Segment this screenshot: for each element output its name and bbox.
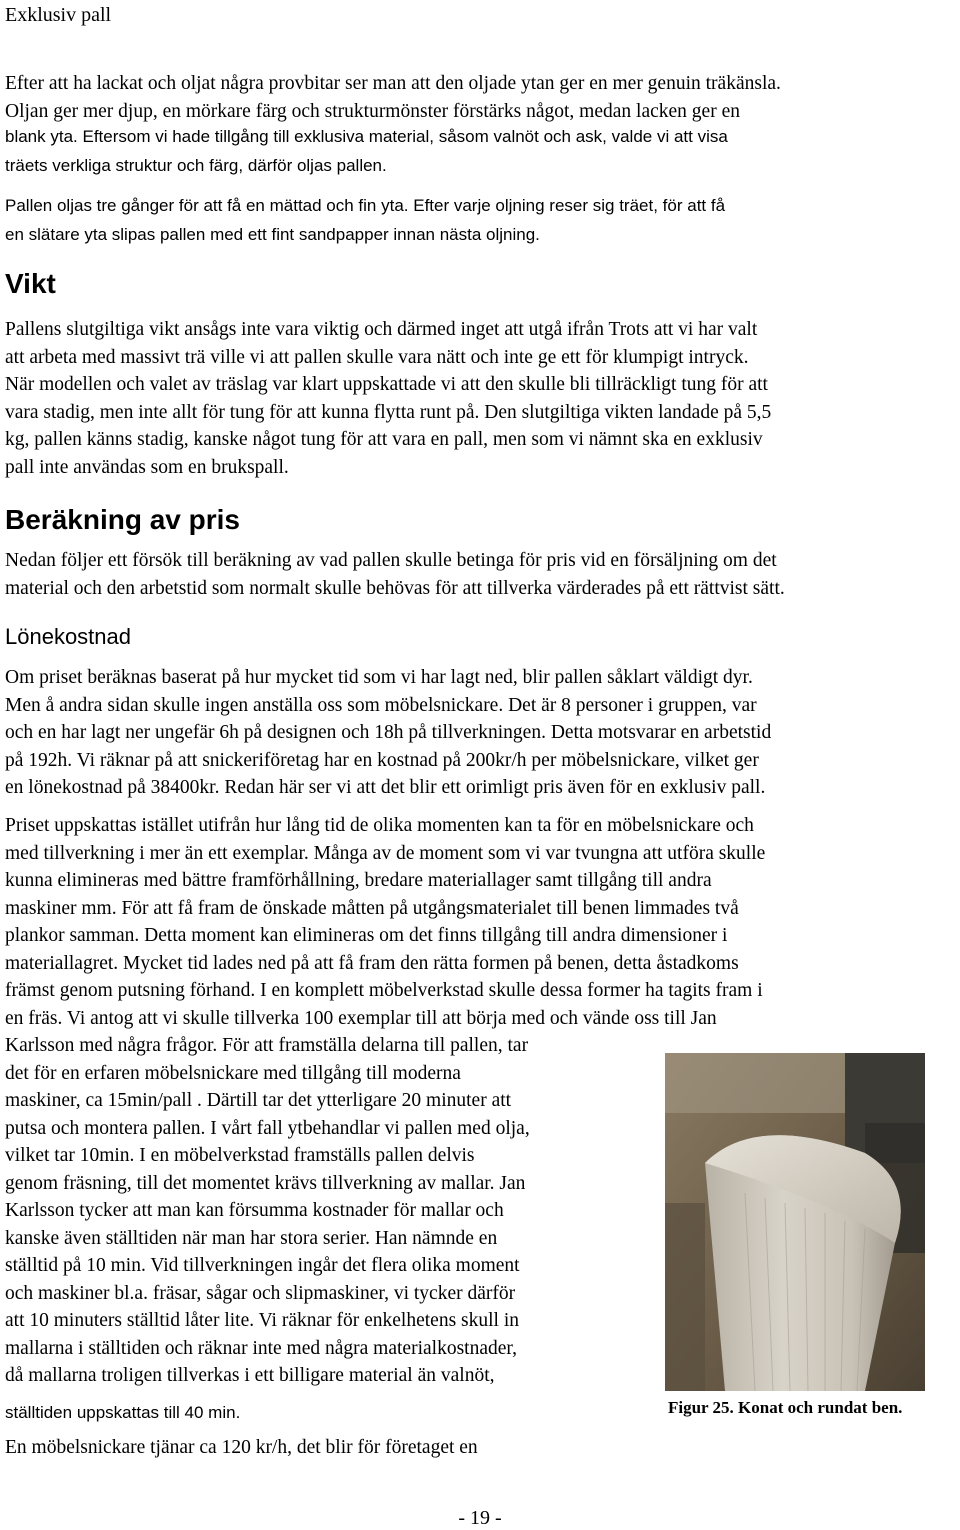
text-line: Efter att ha lackat och oljat några provbitar ser man att den oljade ytan ger en mer genuin träkänsla.: [5, 73, 781, 94]
text-line-sans: ställtiden uppskattas till 40 min.: [5, 1403, 241, 1422]
text-line: Priset uppskattas istället utifrån hur lång tid de olika momenten kan ta för en möbelsnickare och: [5, 815, 754, 836]
text-line: med tillverkning i mer än ett exemplar. Många av de moment som vi var tvungna att utföra skulle: [5, 842, 766, 864]
text-line: kunna elimineras med bättre framförhållning, bredare materiallager samt tillgång till andra: [5, 870, 712, 891]
text-line: Karlsson med några frågor. För att framställa delarna till pallen, tar: [5, 1035, 529, 1056]
lonekostnad-paragraph-1: [5, 664, 771, 802]
text-line: När modellen och valet av träslag var klart uppskattade vi att den skulle bli tillräckligt tung för att: [5, 374, 768, 395]
text-line: då mallarna troligen tillverkas i ett billigare material än valnöt,: [5, 1365, 495, 1386]
text-line: och maskiner bl.a. fräsar, sågar och slipmaskiner, vi tycker därför: [5, 1282, 516, 1304]
text-line: plankor samman. Detta moment kan elimineras om det finns tillgång till andra dimensioner i: [5, 925, 728, 946]
text-line: Karlsson tycker att man kan försumma kostnader för mallar och: [5, 1200, 504, 1221]
section-heading-berakning: Beräkning av pris: [5, 504, 240, 535]
leg-photo: [665, 1053, 925, 1391]
lonekostnad-paragraph-2: [5, 812, 765, 1390]
text-line: kg, pallen känns stadig, kanske något tung för att vara en pall, men som vi nämnt ska en exklusiv: [5, 429, 763, 450]
page-title: Exklusiv pall: [5, 4, 112, 26]
text-line: Nedan följer ett försök till beräkning av vad pallen skulle betinga för pris vid en försäljning om det: [5, 550, 777, 571]
berakning-paragraph: [5, 547, 785, 602]
text-line: att 10 minuters ställtid låter lite. Vi räknar för enkelhetens skull in: [5, 1310, 520, 1331]
figure-caption: Figur 25. Konat och rundat ben.: [668, 1398, 903, 1417]
intro-paragraph: [5, 70, 781, 125]
text-line: Pallen oljas tre gånger för att få en mättad och fin yta. Efter varje oljning reser sig träet, för att få: [5, 196, 726, 215]
text-line: Oljan ger mer djup, en mörkare färg och strukturmönster förstärks något, medan lacken ger en: [5, 100, 740, 122]
intro-paragraph-sans: [5, 122, 728, 180]
text-line: Men å andra sidan skulle ingen anställa oss som möbelsnickare. Det är 8 personer i gruppen, var: [5, 694, 757, 716]
text-line: en slätare yta slipas pallen med ett fint sandpapper innan nästa oljning.: [5, 225, 540, 244]
text-line: Om priset beräknas baserat på hur mycket tid som vi har lagt ned, blir pallen såklart väldigt dyr.: [5, 667, 753, 688]
text-line: att arbeta med massivt trä ville vi att pallen skulle vara nätt och inte ge ett för klumpigt intryck.: [5, 346, 749, 368]
text-line: putsa och montera pallen. I vårt fall ytbehandlar vi pallen med olja,: [5, 1117, 530, 1139]
section-heading-vikt: Vikt: [5, 268, 56, 299]
wooden-leg-image: [665, 1053, 925, 1391]
text-line: kanske även ställtiden när man har stora serier. Han nämnde en: [5, 1227, 498, 1249]
text-line: vara stadig, men inte allt för tung för att kunna flytta runt på. Den slutgiltiga vikten landade på 5,5: [5, 401, 772, 423]
section-heading-lonekostnad: Lönekostnad: [5, 624, 131, 649]
text-line: på 192h. Vi räknar på att snickeriföretag har en kostnad på 200kr/h per möbelsnickare, vilket ger: [5, 749, 759, 771]
text-line: genom fräsning, till det momentet krävs tillverkning av mallar. Jan: [5, 1172, 526, 1194]
text-line: maskiner mm. För att få fram de önskade måtten på utgångsmaterialet till benen limmades två: [5, 897, 739, 919]
text-line: det för en erfaren möbelsnickare med tillgång till moderna: [5, 1062, 461, 1084]
text-line: en lönekostnad på 38400kr. Redan här ser vi att det blir ett orimligt pris även för en exklusiv pall.: [5, 777, 766, 798]
intro-paragraph-2: [5, 191, 725, 249]
text-line: och en har lagt ner ungefär 6h på designen och 18h på tillverkningen. Detta motsvarar en arbetstid: [5, 722, 772, 743]
text-line: materiallagret. Mycket tid lades ned på att få fram den rätta formen på benen, detta åstadkoms: [5, 952, 739, 974]
vikt-paragraph: [5, 316, 771, 481]
text-line: vilket tar 10min. I en möbelverkstad framställs pallen delvis: [5, 1145, 475, 1166]
lonekostnad-paragraph-3: En möbelsnickare tjänar ca 120 kr/h, det blir för företaget en: [5, 1437, 478, 1458]
text-line: material och den arbetstid som normalt skulle behövas för att tillverka värderades på ett rättvist sätt.: [5, 577, 785, 599]
text-line: mallarna i ställtiden och räknar inte med några materialkostnader,: [5, 1337, 517, 1359]
page-number: - 19 -: [458, 1507, 502, 1529]
text-line: pall inte användas som en brukspall.: [5, 456, 289, 478]
text-line: främst genom putsning förhand. I en komplett möbelverkstad skulle dessa former ha tagits fram i: [5, 980, 763, 1001]
text-line: ställtid på 10 min. Vid tillverkningen ingår det flera olika moment: [5, 1255, 520, 1276]
text-line: maskiner, ca 15min/pall . Därtill tar det ytterligare 20 minuter att: [5, 1090, 512, 1111]
text-line: träets verkliga struktur och färg, därför oljas pallen.: [5, 156, 387, 175]
text-line: en fräs. Vi antog att vi skulle tillverka 100 exemplar till att börja med och vände oss till Jan: [5, 1007, 717, 1029]
text-line: Pallens slutgiltiga vikt ansågs inte vara viktig och därmed inget att utgå ifrån Trots att vi har valt: [5, 319, 758, 340]
text-line: blank yta. Eftersom vi hade tillgång till exklusiva material, såsom valnöt och ask, valde vi att visa: [5, 127, 728, 146]
